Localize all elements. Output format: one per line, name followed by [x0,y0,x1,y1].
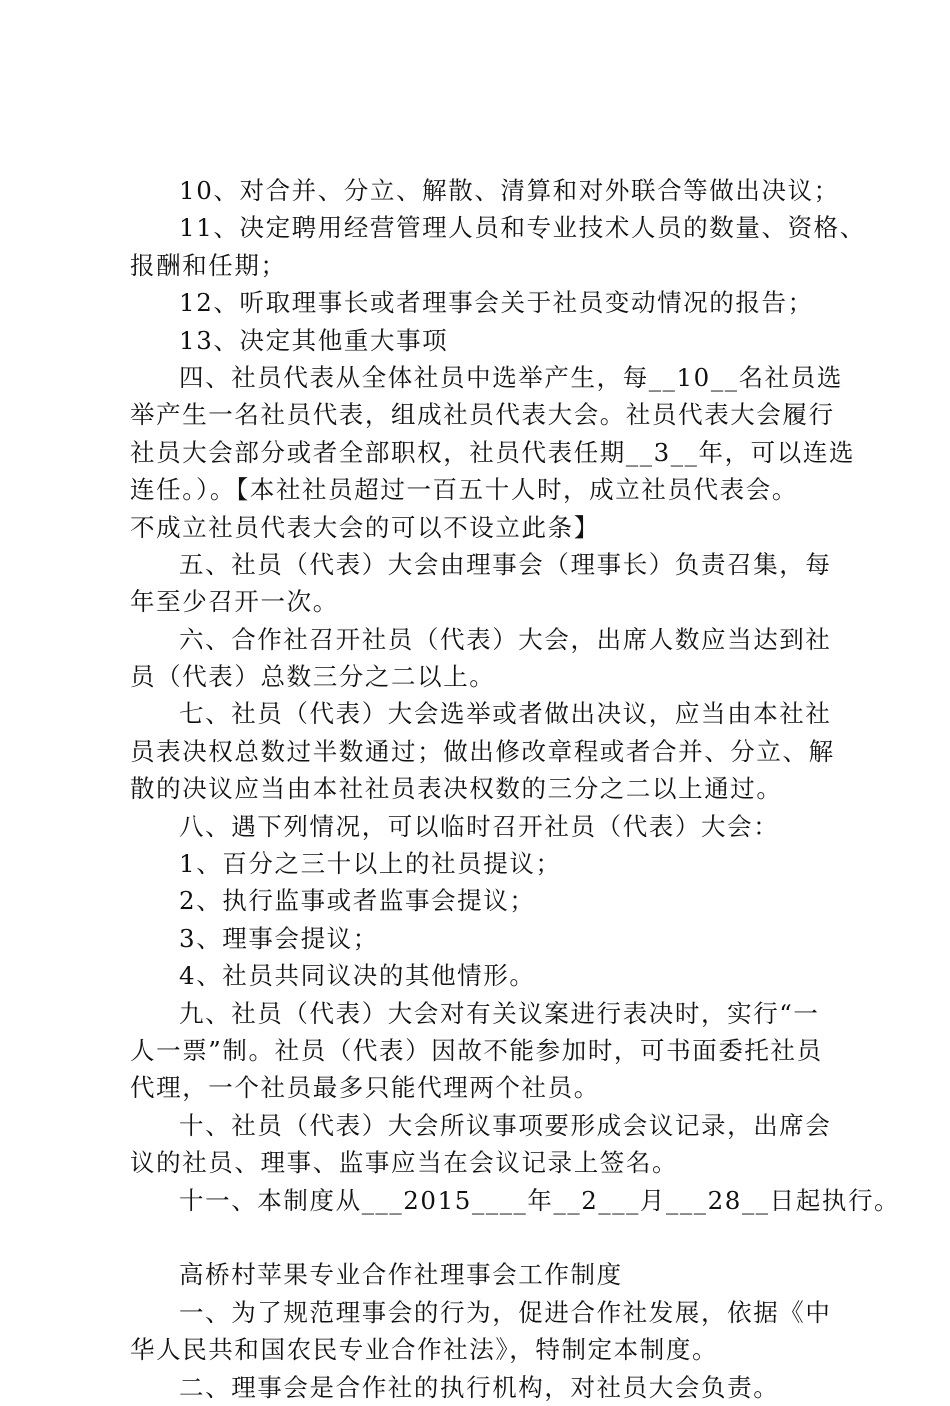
paragraph-line: 代理，一个社员最多只能代理两个社员。 [130,1073,600,1103]
paragraph-line: 员（代表）总数三分之二以上。 [130,662,496,692]
paragraph-line: 10、对合并、分立、解散、清算和对外联合等做出决议； [179,176,840,205]
paragraph-line: 十、社员（代表）大会所议事项要形成会议记录，出席会 [179,1110,832,1140]
paragraph-line: 七、社员（代表）大会选举或者做出决议，应当由本社社 [179,699,832,729]
paragraph-line: 人一票”制。社员（代表）因故不能参加时，可书面委托社员 [130,1035,823,1065]
paragraph-line: 五、社员（代表）大会由理事会（理事长）负责召集，每 [179,549,832,579]
list-item: 2、执行监事或者监事会提议； [179,886,536,916]
paragraph-line: 散的决议应当由本社社员表决权数的三分之二以上通过。 [130,774,783,804]
paragraph-line: 议的社员、理事、监事应当在会议记录上签名。 [130,1148,679,1178]
paragraph-line: 社员大会部分或者全部职权，社员代表任期__3__年，可以连选 [130,437,856,467]
paragraph-line: 举产生一名社员代表，组成社员代表大会。社员代表大会履行 [130,400,835,430]
list-item: 4、社员共同议决的其他情形。 [179,961,536,991]
paragraph-line: 华人民共和国农民专业合作社法》，特制定本制度。 [130,1335,719,1365]
section-title: 高桥村苹果专业合作社理事会工作制度 [179,1260,623,1290]
paragraph-line: 九、社员（代表）大会对有关议案进行表决时，实行“一 [179,998,820,1028]
paragraph-line: 员表决权总数过半数通过；做出修改章程或者合并、分立、解 [130,736,835,766]
paragraph-line: 八、遇下列情况，可以临时召开社员（代表）大会： [179,811,780,841]
document-body [130,172,901,1406]
list-item: 3、理事会提议； [179,923,379,953]
paragraph-line: 年至少召开一次。 [130,587,339,617]
paragraph-line: 12、听取理事长或者理事会关于社员变动情况的报告； [179,288,814,318]
paragraph-line: 十一、本制度从___2015____年__2___月___28__日起执行。 [179,1185,901,1215]
paragraph-line: 连任。）。【本社社员超过一百五十人时，成立社员代表会。 [130,475,798,505]
paragraph-line: 11、决定聘用经营管理人员和专业技术人员的数量、资格、 [179,213,866,243]
paragraph-line: 13、决定其他重大事项 [179,325,449,355]
blank-line [130,1219,850,1256]
paragraph-line: 不成立社员代表大会的可以不设立此条】 [130,512,600,542]
paragraph-line: 报酬和任期； [130,250,287,280]
paragraph-line: 四、社员代表从全体社员中选举产生，每__10__名社员选 [179,362,843,392]
paragraph-line: 六、合作社召开社员（代表）大会，出席人数应当达到社 [179,624,832,654]
paragraph-line: 二、理事会是合作社的执行机构，对社员大会负责。 [179,1372,780,1402]
list-item: 1、百分之三十以上的社员提议； [179,849,562,879]
paragraph-line: 一、为了规范理事会的行为，促进合作社发展，依据《中 [179,1297,832,1327]
